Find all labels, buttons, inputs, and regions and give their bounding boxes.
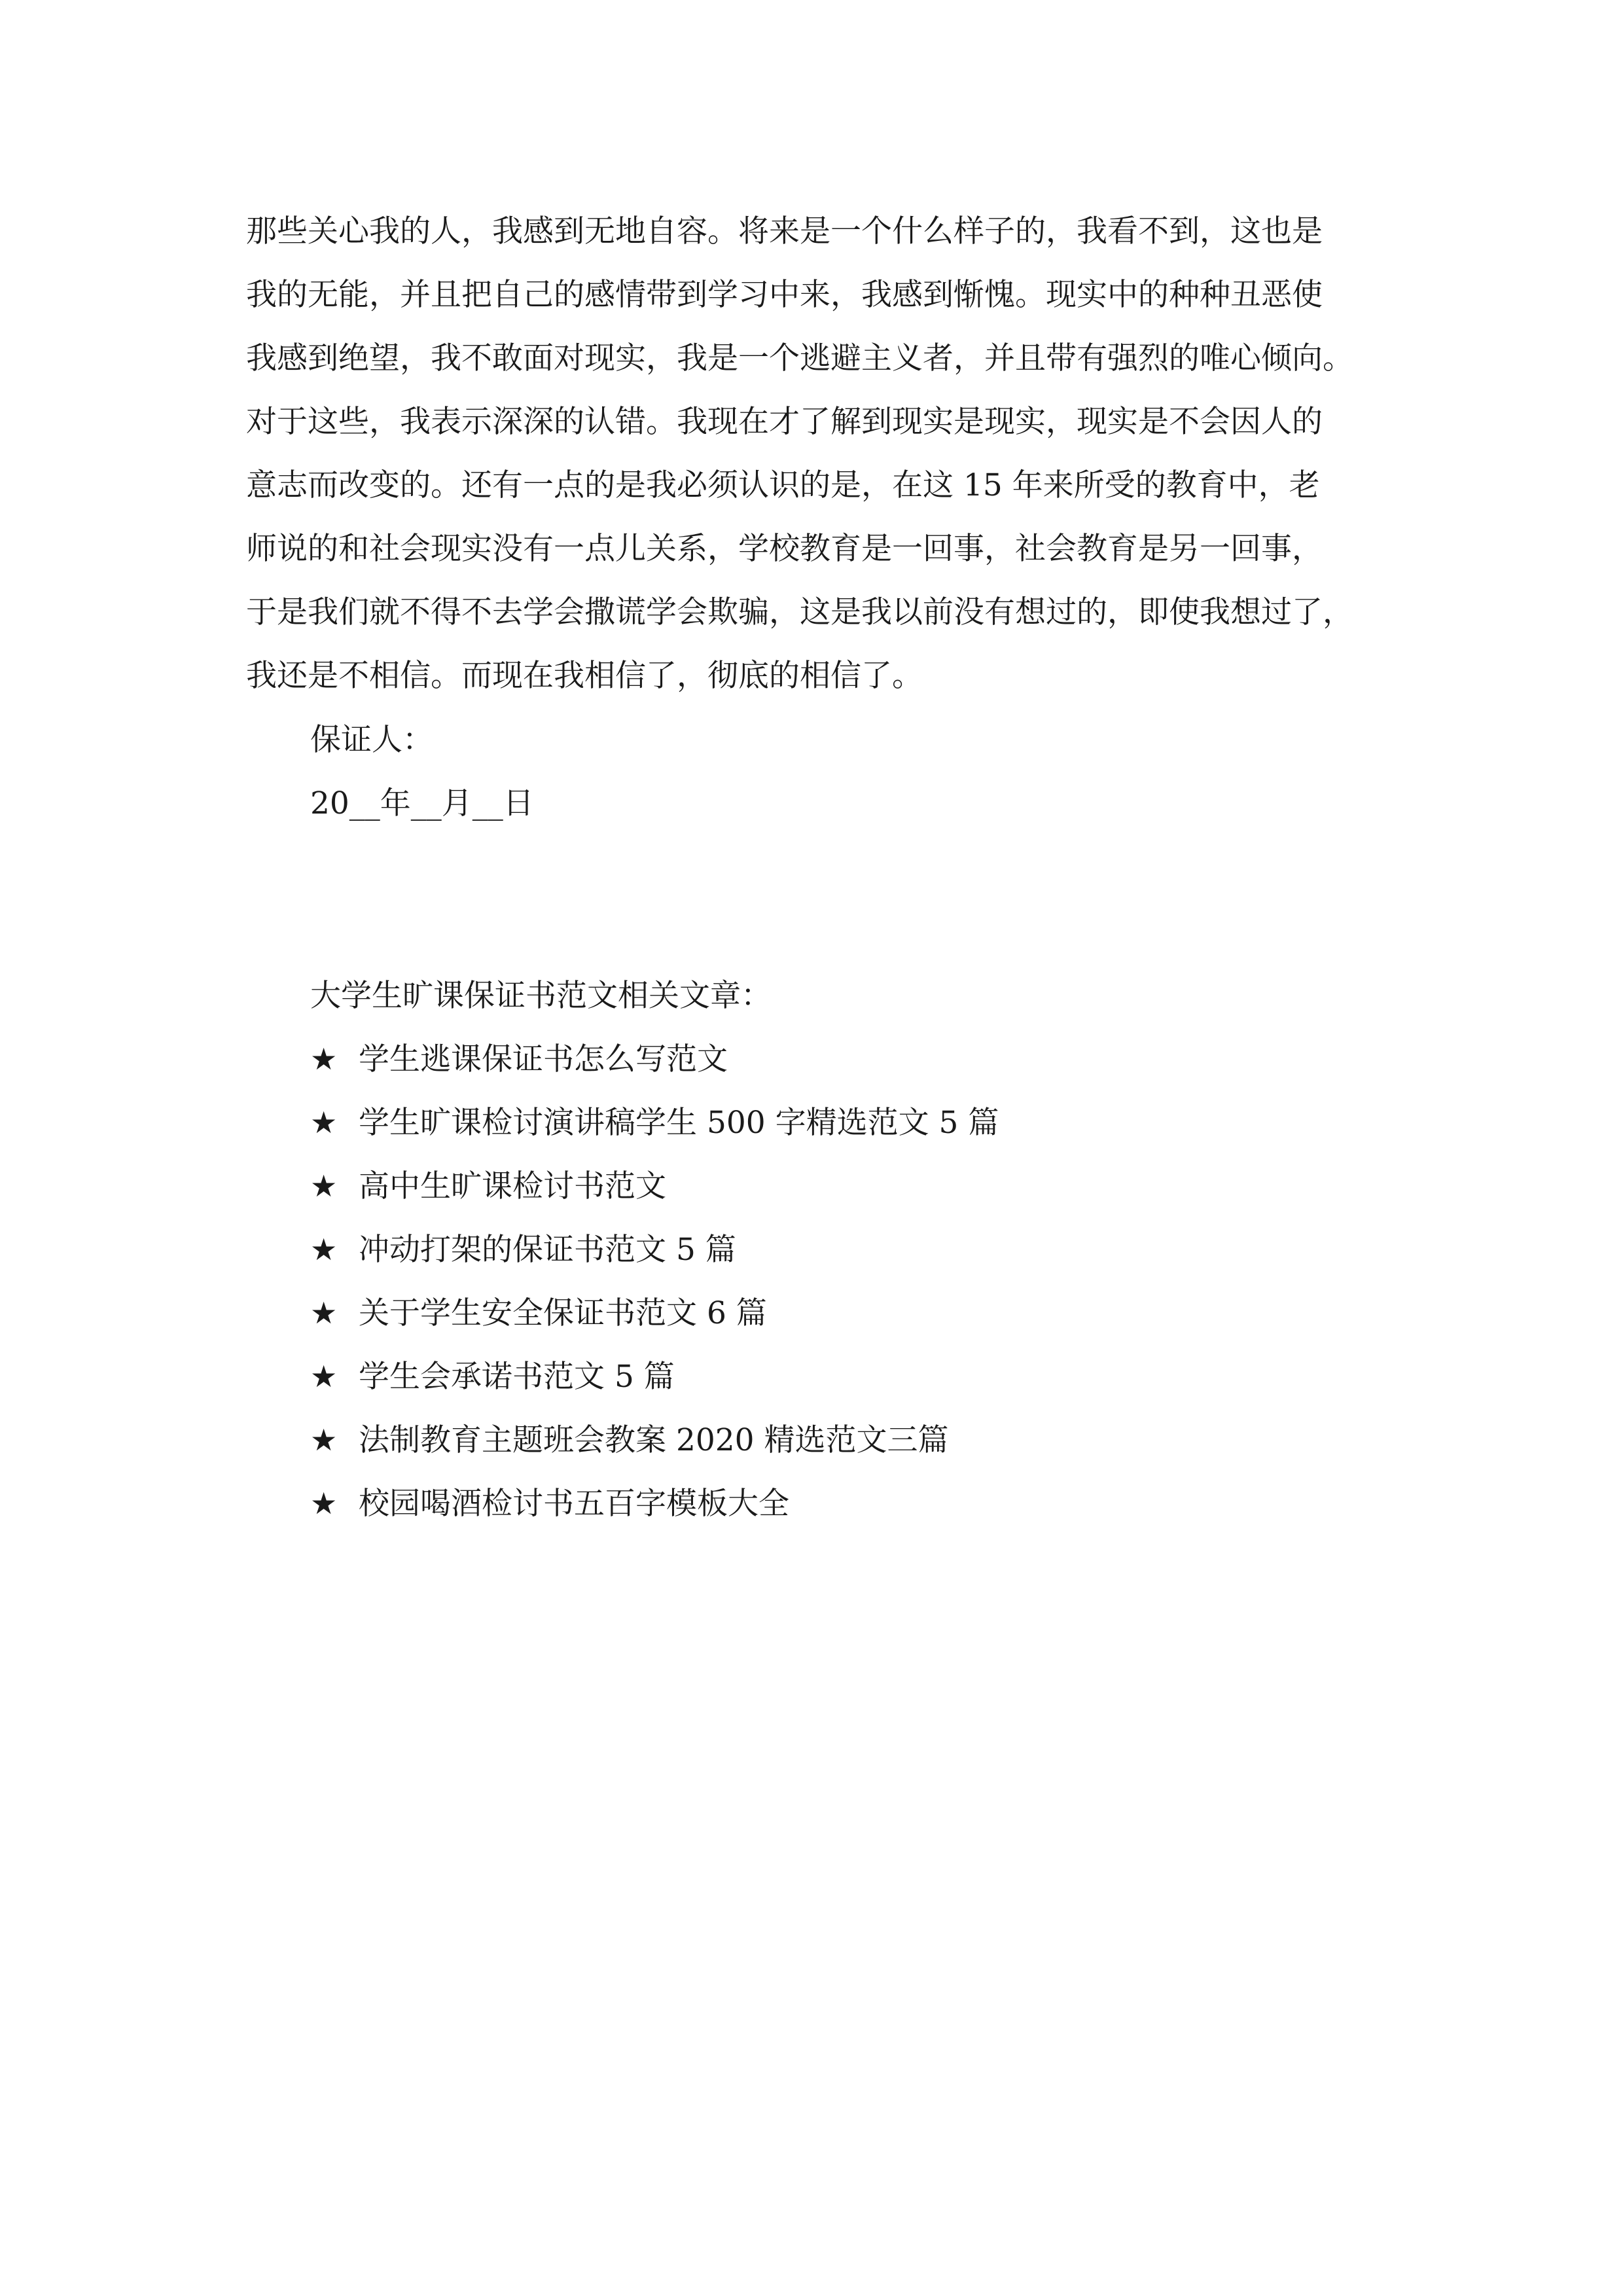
related-article-link[interactable] xyxy=(310,1472,999,1535)
related-articles-heading: 大学生旷课保证书范文相关文章： xyxy=(310,978,772,1014)
related-article-link[interactable] xyxy=(310,1218,999,1282)
related-article-title: 法制教育主题班会教案 2020 精选范文三篇 xyxy=(359,1422,949,1458)
body-line: 我还是不相信。而现在我相信了，彻底的相信了。 xyxy=(246,658,923,694)
related-article-title: 高中生旷课检讨书范文 xyxy=(359,1168,666,1204)
related-article-link[interactable] xyxy=(310,1282,999,1345)
related-article-link[interactable] xyxy=(310,1345,999,1408)
related-articles xyxy=(310,964,999,1535)
related-article-title: 校园喝酒检讨书五百字模板大全 xyxy=(359,1486,789,1522)
related-article-link[interactable] xyxy=(310,1155,999,1218)
star-icon: ★ xyxy=(310,1422,338,1458)
related-article-title: 学生会承诺书范文 5 篇 xyxy=(359,1359,675,1395)
guarantor-label: 保证人： xyxy=(310,722,433,758)
star-icon: ★ xyxy=(310,1168,338,1204)
date-line: 20__年__月__日 xyxy=(310,785,534,821)
star-icon: ★ xyxy=(310,1041,338,1077)
related-article-link[interactable] xyxy=(310,1408,999,1472)
star-icon: ★ xyxy=(310,1105,338,1140)
star-icon: ★ xyxy=(310,1232,338,1267)
related-article-link[interactable] xyxy=(310,1028,999,1091)
body-line: 我感到绝望，我不敢面对现实，我是一个逃避主义者，并且带有强烈的唯心倾向。 xyxy=(246,340,1353,376)
related-article-title: 冲动打架的保证书范文 5 篇 xyxy=(359,1232,736,1268)
body-line: 那些关心我的人，我感到无地自容。将来是一个什么样子的，我看不到，这也是 xyxy=(246,213,1323,249)
star-icon: ★ xyxy=(310,1486,338,1521)
star-icon: ★ xyxy=(310,1295,338,1331)
body-line: 意志而改变的。还有一点的是我必须认识的是，在这 15 年来所受的教育中，老 xyxy=(246,467,1320,503)
body-line: 对于这些，我表示深深的认错。我现在才了解到现实是现实，现实是不会因人的 xyxy=(246,404,1323,440)
body-paragraph xyxy=(246,200,1424,708)
signature-block xyxy=(310,708,534,835)
related-article-title: 学生旷课检讨演讲稿学生 500 字精选范文 5 篇 xyxy=(359,1105,999,1141)
star-icon: ★ xyxy=(310,1359,338,1394)
body-line: 师说的和社会现实没有一点儿关系，学校教育是一回事，社会教育是另一回事， xyxy=(246,531,1323,567)
body-line: 我的无能，并且把自己的感情带到学习中来，我感到惭愧。现实中的种种丑恶使 xyxy=(246,277,1323,313)
related-article-title: 关于学生安全保证书范文 6 篇 xyxy=(359,1295,767,1331)
related-article-title: 学生逃课保证书怎么写范文 xyxy=(359,1041,728,1077)
related-article-link[interactable] xyxy=(310,1091,999,1155)
related-articles-list xyxy=(310,1028,999,1535)
body-line: 于是我们就不得不去学会撒谎学会欺骗，这是我以前没有想过的，即使我想过了， xyxy=(246,594,1353,630)
